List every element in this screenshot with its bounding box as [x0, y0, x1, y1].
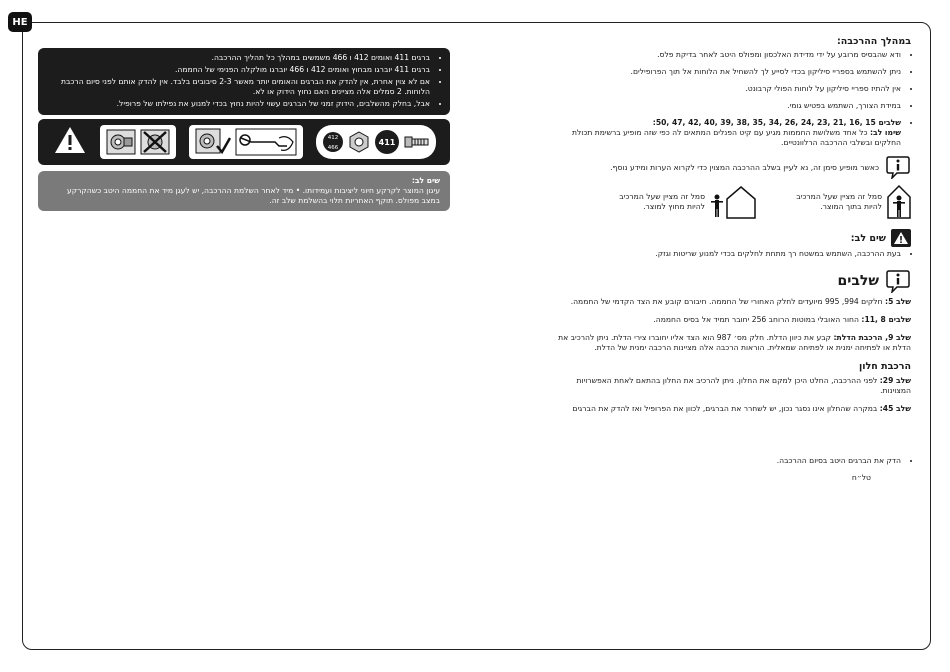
- info-icon: [885, 155, 911, 179]
- anchoring-note-text: עיגון המוצר לקרקע חיוני ליציבות ועמידותו. • מיד לאחר השלמת ההרכבה, יש לעגן מיד את החממה היטב כשהקרקע במצב מפולס. תוקף האחריות תלוי בהשלמת שלב זה.: [66, 186, 440, 205]
- left-column: [38, 48, 450, 211]
- step-29-label: שלב 29:: [879, 376, 911, 385]
- attention-label: שימו לב:: [869, 128, 901, 137]
- screw-info-item: • אם לא צוין אחרת, אין להדק את הברגים והאומים יותר מאשר 2-3 סיבובים בלבד. אין להדק אותם לפני סיום הרכבת הלוחות. 2 סמלים אלה מציינים האם נחוץ הידוק או לא.: [44, 77, 430, 97]
- steps-list-item: [545, 118, 901, 148]
- screw-info-item: • ברגים 411 יוברגו מבחוץ ואומים 412 ו 466 יוברגו מולקלה הפנימי של החממה.: [44, 65, 430, 75]
- step-45-text: במקרה שהחלון אינו נסגר נכון, יש לשחרר את הברגים, לכוון את הפרופיל ואז להדק את הברגים: [572, 404, 878, 413]
- during-assembly-title: במהלך ההרכבה:: [836, 36, 911, 47]
- step-45-label: שלב 45:: [879, 404, 911, 413]
- language-badge: HE: [8, 12, 32, 32]
- bolt-411-icon: [374, 129, 400, 155]
- info-text: כאשר מופיע סימן זה, נא לעיין בשלב ההרכבה המצוין כדי לקרוא הערות ומידע נוסף.: [610, 162, 879, 172]
- nut-412-466-icon: [322, 129, 344, 155]
- bolt-check-icon: [195, 128, 231, 156]
- svg-text:412: 412: [327, 135, 338, 141]
- tighten-icons: [100, 125, 176, 159]
- step-29: [545, 376, 911, 396]
- symbol-inside-text: סמל זה מציין שעל המרכיב להיות בתוך המוצר.: [796, 192, 882, 211]
- warning-icon: [53, 125, 87, 159]
- parts-icons: [316, 125, 436, 159]
- symbol-outside: [605, 185, 756, 219]
- no-tighten-icon: [140, 129, 170, 155]
- symbol-inside: [782, 185, 911, 219]
- attention-text: כל אחד משלושת החממות מגיע עם קיט הפנלים המתאים לה כפי שזה מופיע ברשימת תכולת החלקים ובשלבי ההרכבה הרלוונטיים.: [571, 128, 901, 147]
- note-item: • בעת ההרכבה, השתמש במשטח רך מתחת לחלקים בכדי למנוע שריטות וגזק.: [545, 249, 901, 259]
- person-inside-house-icon: [887, 185, 911, 219]
- step-9-text: קבע את כיוון הדלת. חלק מס׳ 987 הוא הצד אליו יחוברו צירי הדלת. ניתן להרכיב את הדלת או לפתיחה ימנית או לפתיחה שמאלית. הוראות הרכבה אלה מציינות הרכבה ימנית של הדלת.: [558, 333, 911, 352]
- step-5: [545, 297, 911, 307]
- step-8: [545, 315, 911, 325]
- note-title: שים לב:: [850, 232, 886, 244]
- step-9: [545, 333, 911, 353]
- right-column: [545, 36, 911, 491]
- wrench-icons: [189, 125, 303, 159]
- during-assembly-item: • במידת הצורך, השתמש בפטיש גומי.: [545, 101, 901, 111]
- icon-strip: [38, 119, 450, 165]
- svg-text:466: 466: [327, 145, 338, 151]
- step-5-text: חלקים 994, 995 מיועדים לחלק האחורי של החממה. חיבורם קובע את הצד הקדמי של החממה.: [570, 297, 883, 306]
- steps-list-label: שלבים 15 ,16 ,21 ,23 ,24 ,26 ,34 ,35 ,38 ,39 ,40 ,42 ,47 ,50:: [652, 118, 901, 127]
- during-assembly-item: • ניתן להשתמש בספריי סיליקון בכדי לסייע לך להשחיל את הלוחות אל תוך הפרופילים.: [545, 67, 901, 77]
- screw-info-box: [38, 48, 450, 115]
- anchoring-note-box: [38, 171, 450, 211]
- step-9-label: שלב 9, הרכבת הדלת:: [833, 333, 911, 342]
- steps-title-row: [545, 269, 911, 293]
- step-29-text: לפני ההרכבה, החלט היכן למקם את החלון. ניתן להרכיב את החלון בהתאם לאחת האפשרויות המצוינות.: [576, 376, 911, 395]
- final-item: • הדק את הברגים היטב בסיום ההרכבה.: [545, 456, 901, 466]
- step-8-label: שלבים 8 ,11:: [861, 315, 911, 324]
- note-title-row: [545, 229, 911, 247]
- symbol-legend: [545, 185, 911, 219]
- step-45: [545, 404, 911, 414]
- bolt-tightened-icon: [106, 129, 136, 155]
- final-note: טל״ח: [851, 473, 871, 482]
- svg-text:411: 411: [378, 138, 395, 147]
- warning-small-icon: [891, 229, 911, 247]
- window-assembly-title: הרכבת חלון: [858, 361, 911, 372]
- during-assembly-item: • ודא שהבסיס מרובע על ידי מדידת האלכסון ומפולס היטב לאחר בדיקת פלס.: [545, 50, 901, 60]
- steps-title: שלבים: [837, 273, 879, 289]
- step-5-label: שלב 5:: [885, 297, 911, 306]
- wrench-hand-icon: [235, 128, 297, 156]
- screw-info-item: • ברגים 411 ואומים 412 ו 466 משמשים במהלך כל תהליך ההרכבה.: [44, 53, 430, 63]
- symbol-outside-text: סמל זה מציין שעל המרכיב להיות מחוץ למוצר.: [619, 192, 705, 211]
- screw-info-item: • אבל, בחלק מהשלבים, הידוק זמני של הברגים עשוי להיות נחוץ בכדי למנוע את נפילתו של פרופיל.: [44, 99, 430, 109]
- screw-icon: [404, 131, 430, 153]
- nut-icon: [348, 131, 370, 153]
- anchoring-note-title: שים לב:: [411, 176, 440, 185]
- step-8-text: החור האובלי במוטות הרוחב 256 יחובר תמיד אל בסיס החממה.: [653, 315, 859, 324]
- info-icon: [885, 269, 911, 293]
- person-outside-house-icon: [710, 185, 756, 219]
- during-assembly-item: • אין להתיז ספריי סיליקון על לוחות הפולי קרבונט.: [545, 84, 901, 94]
- info-row: [545, 155, 911, 179]
